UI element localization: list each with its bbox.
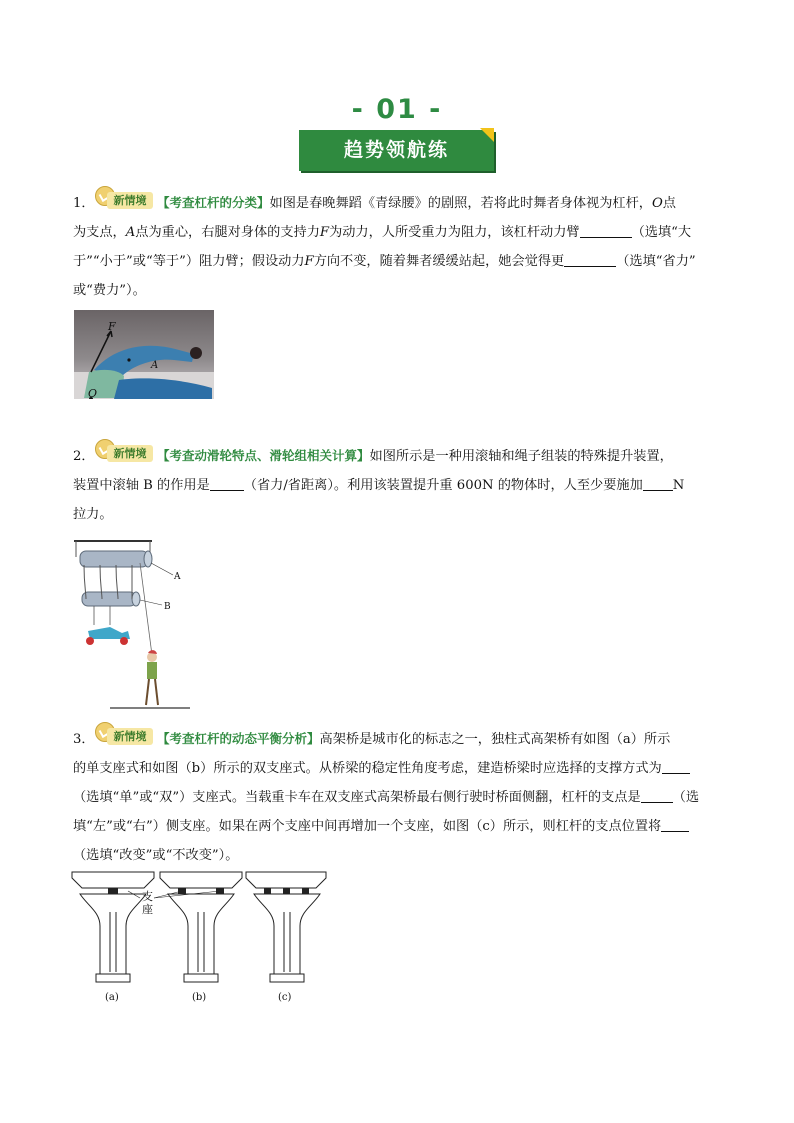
answer-blank[interactable]	[564, 252, 616, 267]
answer-blank[interactable]	[661, 817, 689, 832]
svg-text:(a): (a)	[105, 992, 119, 1003]
question-number: 1．	[73, 196, 95, 211]
question-2	[73, 441, 723, 529]
figure-label-A: A	[151, 360, 159, 371]
answer-blank[interactable]	[210, 476, 244, 491]
answer-blank[interactable]	[580, 223, 632, 238]
question-1-line-3: 于”“小于”或“等于”）阻力臂；假设动力F方向不变，随着舞者缓缓站起，她会觉得更 （选填“省力”	[73, 254, 696, 269]
question-2-line-3: 拉力。	[73, 507, 113, 522]
new-context-badge: 新情境	[93, 445, 155, 463]
question-2-line-2: 装置中滚轴 B 的作用是 （省力/省距离）。利用该装置提升重 600N 的物体时，人至少要施加 N	[73, 478, 685, 493]
roller-label-A: A	[174, 572, 181, 582]
section-number: - 01 -	[351, 94, 443, 125]
new-context-badge: 新情境	[93, 192, 155, 210]
question-1-line-2: 为支点，A点为重心，右腿对身体的支持力F为动力，人所受重力为阻力，该杠杆动力臂 （选填“大	[73, 225, 692, 240]
figure-label-O: O	[88, 387, 98, 399]
support-label: 支	[142, 890, 153, 903]
question-1-line-1: 1． 新情境 【考查杠杆的分类】如图是春晚舞蹈《青绿腰》的剧照，若将此时舞者身体视为杠杆，O点	[73, 188, 723, 218]
question-number: 2．	[73, 449, 95, 464]
question-3-line-3: （选填“单”或“双”）支座式。当载重卡车在双支座式高架桥最右侧行驶时桥面侧翻，杠杆的支点是 （选	[73, 790, 700, 805]
svg-text:(c): (c)	[278, 992, 292, 1003]
answer-blank[interactable]	[641, 788, 673, 803]
support-label: 座	[142, 903, 153, 916]
question-topic: 【考查动滑轮特点、滑轮组相关计算】	[157, 448, 370, 463]
question-1	[73, 188, 723, 305]
answer-blank[interactable]	[662, 759, 690, 774]
viaduct-supports-figure	[70, 866, 330, 1006]
roller-label-B: B	[164, 602, 171, 612]
question-topic: 【考查杠杆的动态平衡分析】	[157, 731, 320, 746]
question-topic: 【考查杠杆的分类】	[157, 195, 270, 210]
pier-c	[246, 872, 326, 1003]
question-3-line-2: 的单支座式和如图（b）所示的双支座式。从桥梁的稳定性角度考虑，建造桥梁时应选择的支撑方式为	[73, 754, 723, 783]
question-3-line-4: 填“左”或“右”）侧支座。如果在两个支座中间再增加一个支座，如图（c）所示，则杠杆的支点位置将	[73, 812, 723, 841]
roller-lift-figure	[70, 535, 200, 715]
section-title-banner: 趋势领航练	[299, 130, 494, 171]
dancer-photo	[74, 310, 214, 399]
question-3-line-5: （选填“改变”或“不改变”）。	[73, 848, 239, 863]
pier-b	[160, 872, 242, 1003]
question-number: 3．	[73, 732, 95, 747]
question-2-line-1: 2． 新情境 【考查动滑轮特点、滑轮组相关计算】如图所示是一种用滚轴和绳子组装的特殊提升装置，	[73, 441, 723, 471]
question-3-line-1: 3． 新情境 【考查杠杆的动态平衡分析】高架桥是城市化的标志之一，独柱式高架桥有如图（a）所示	[73, 724, 723, 754]
banner-corner-decoration	[480, 128, 494, 142]
question-3	[73, 724, 723, 870]
svg-text:(b): (b)	[192, 992, 207, 1003]
question-1-line-4: 或“费力”）。	[73, 283, 146, 298]
answer-blank[interactable]	[643, 476, 673, 491]
new-context-badge: 新情境	[93, 728, 155, 746]
figure-label-F: F	[108, 320, 116, 333]
